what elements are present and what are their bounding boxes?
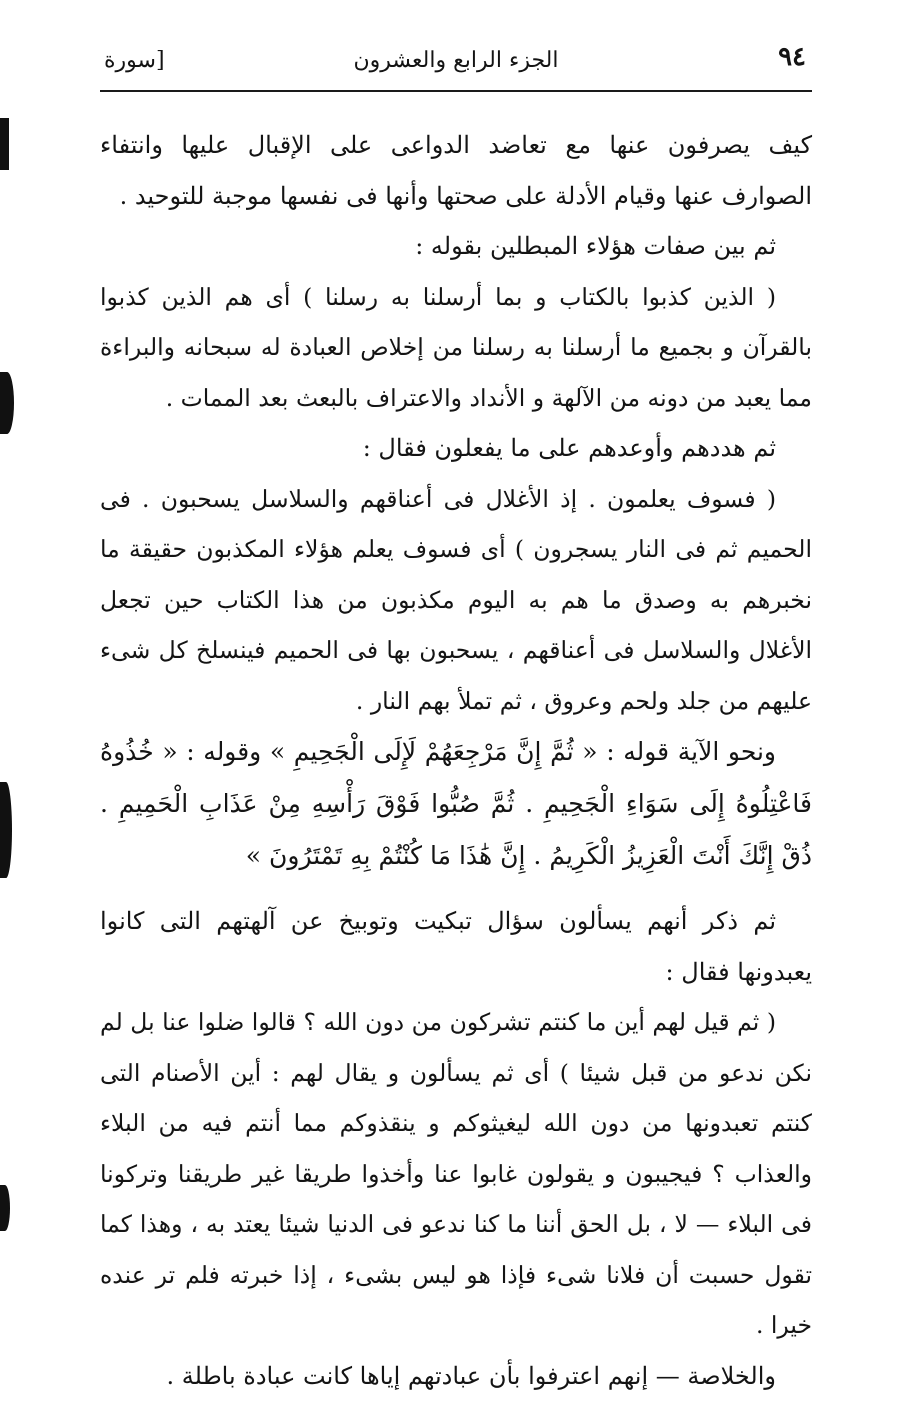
quran-quote-paragraph: ونحو الآية قوله : « ثُمَّ إِنَّ مَرْجِعَهُمْ لَإِلَى الْجَحِيمِ » وقوله : « خُذُوهُ فَاعْتِلُوهُ إِلَى سَوَاءِ الْجَحِيمِ . ثُمَّ صُبُّوا فَوْقَ رَأْسِهِ مِنْ عَذَابِ الْحَمِيمِ . ذُقْ إِنَّكَ أَنْتَ الْعَزِيزُ الْكَرِيمُ . إِنَّ هَٰذَا مَا كُنْتُمْ بِهِ تَمْتَرُونَ » [100, 726, 812, 882]
scan-edge-mark [0, 372, 14, 434]
summary-paragraph: والخلاصة — إنهم اعترفوا بأن عبادتهم إياها كانت عبادة باطلة . [100, 1351, 812, 1401]
page-number: ٩٤ [778, 42, 806, 72]
scan-edge-mark [0, 1185, 10, 1231]
paragraph: ثم هددهم وأوعدهم على ما يفعلون فقال : [100, 423, 812, 474]
surah-label: [سورة [104, 48, 165, 73]
scan-edge-mark [0, 118, 9, 170]
running-title: الجزء الرابع والعشرون [100, 48, 812, 73]
verse-paragraph: ( فسوف يعلمون . إذ الأغلال فى أعناقهم والسلاسل يسحبون . فى الحميم ثم فى النار يسجرون ) أى فسوف يعلم هؤلاء المكذبون حقيقة ما نخبرهم به وصدق ما هم به اليوم مكذبون من هذا الكتاب حين تجعل الأغلال والسلاسل فى أعناقهم ، يسحبون بها فى الحميم فينسلخ كل شىء عليهم من جلد ولحم وعروق ، ثم تملأ بهم النار . [100, 474, 812, 727]
verse-paragraph: ( الذين كذبوا بالكتاب و بما أرسلنا به رسلنا ) أى هم الذين كذبوا بالقرآن و بجميع ما أرسلنا به رسلنا من إخلاص العبادة له سبحانه والبراءة مما يعبد من دونه من الآلهة و الأنداد والاعتراف بالبعث بعد الممات . [100, 272, 812, 424]
book-page [100, 38, 812, 1278]
scan-edge-mark [0, 782, 12, 878]
paragraph: ثم بين صفات هؤلاء المبطلين بقوله : [100, 221, 812, 272]
verse-paragraph: ( ثم قيل لهم أين ما كنتم تشركون من دون الله ؟ قالوا ضلوا عنا بل لم نكن ندعو من قبل شيئا ) أى ثم يسألون و يقال لهم : أين الأصنام التى كنتم تعبدونها من دون الله ليغيثوكم و ينقذوكم مما أنتم فيه من البلاء والعذاب ؟ فيجيبون و يقولون غابوا عنا وأخذوا طريقا غير طريقنا وتركونا فى البلاء — لا ، بل الحق أننا ما كنا ندعو فى الدنيا شيئا يعتد به ، وهذا كما تقول حسبت أن فلانا شىء فإذا هو ليس بشىء ، إذا خبرته فلم تر عنده خيرا . [100, 997, 812, 1351]
paragraph: كيف يصرفون عنها مع تعاضد الدواعى على الإقبال عليها وانتفاء الصوارف عنها وقيام الأدلة على صحتها وأنها فى نفسها موجبة للتوحيد . [100, 120, 812, 221]
page-body [100, 120, 812, 1401]
page-header [100, 38, 812, 88]
paragraph: ثم ذكر أنهم يسألون سؤال تبكيت وتوبيخ عن آلهتهم التى كانوا يعبدونها فقال : [100, 896, 812, 997]
header-rule [100, 90, 812, 92]
